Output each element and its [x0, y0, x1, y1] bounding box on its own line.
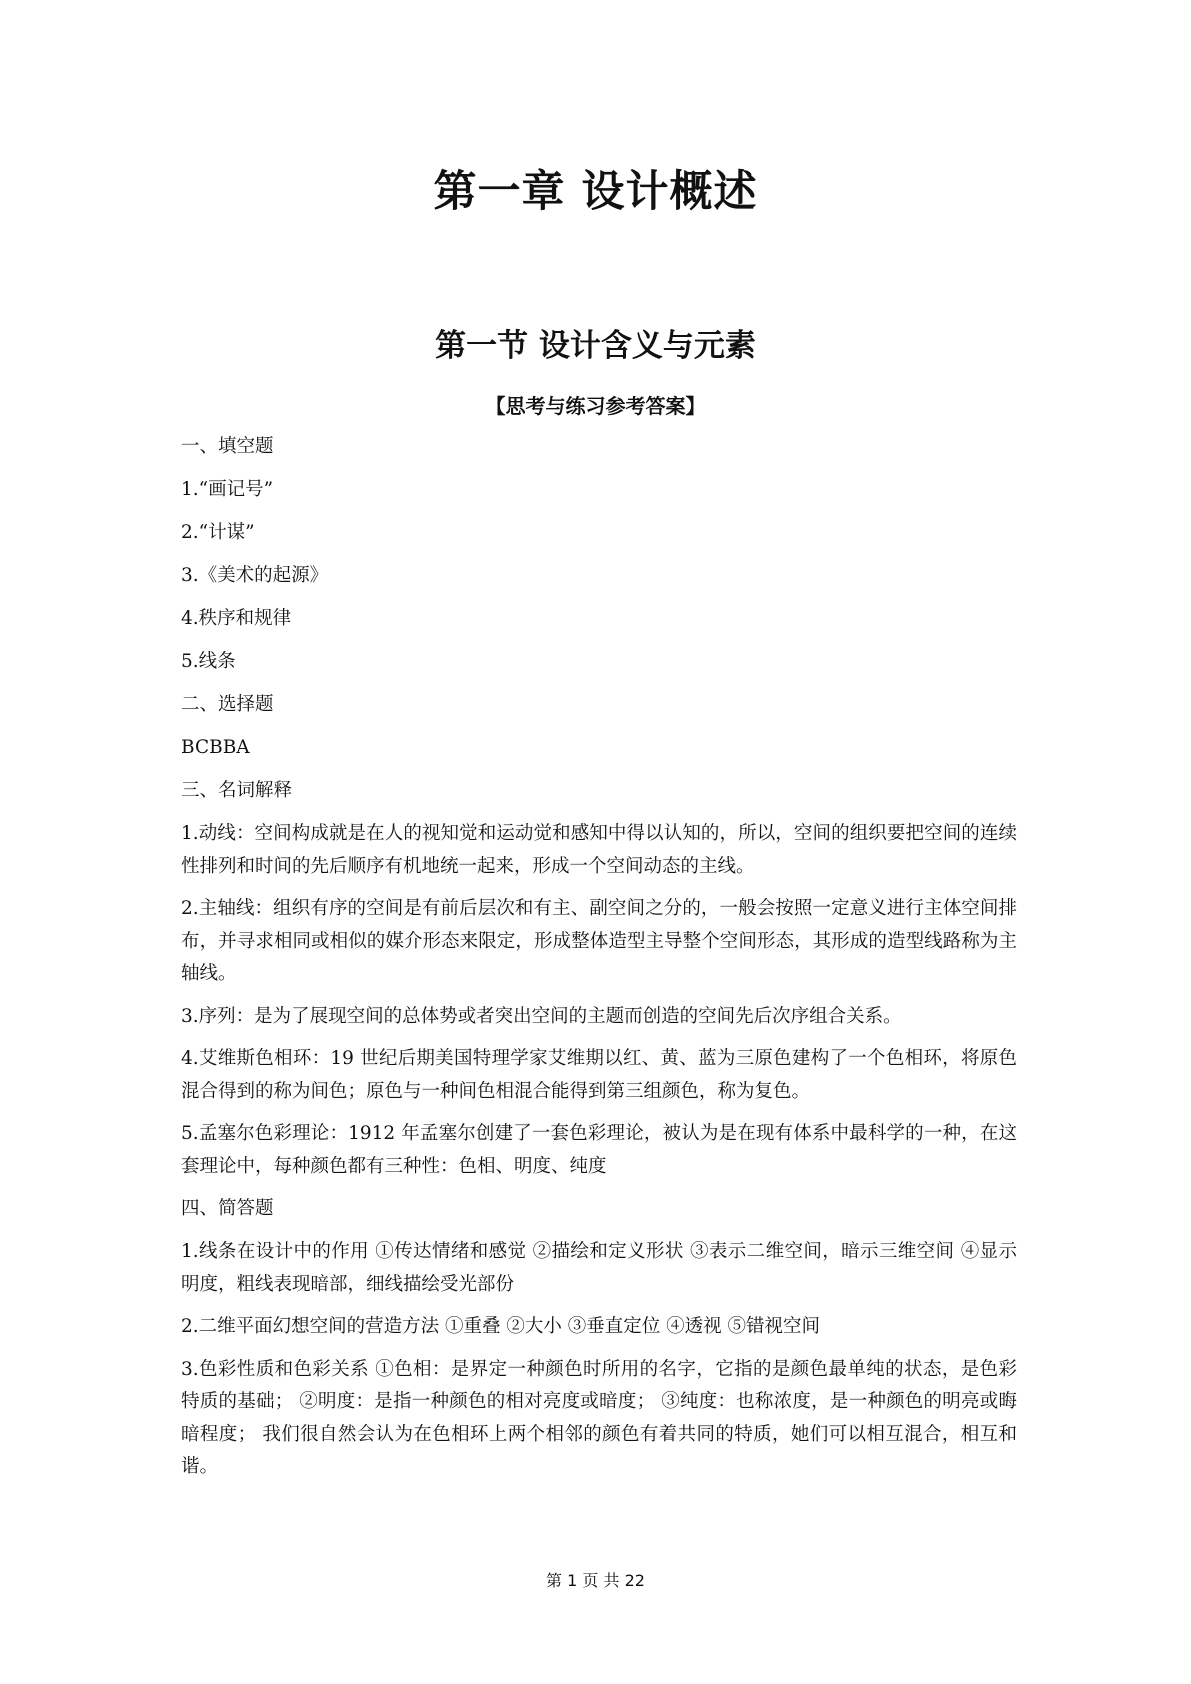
short-answer-item-2: 2.二维平面幻想空间的营造方法 ①重叠 ②大小 ③垂直定位 ④透视 ⑤错视空间 — [181, 1316, 821, 1337]
terms-heading: 三、名词解释 — [181, 780, 293, 801]
short-answer-item-1: 1.线条在设计中的作用 ①传达情绪和感觉 ②描绘和定义形状 ③表示二维空间，暗示三维空间 ④显示明度，粗线表现暗部，细线描绘受光部份 — [181, 1241, 1017, 1295]
fill-blank-item-3: 3.《美术的起源》 — [181, 565, 329, 586]
choice-heading: 二、选择题 — [181, 694, 274, 715]
section-title: 第一节 设计含义与元素 — [435, 328, 756, 364]
term-item-2: 2.主轴线：组织有序的空间是有前后层次和有主、副空间之分的，一般会按照一定意义进行主体空间排布，并寻求相同或相似的媒介形态来限定，形成整体造型主导整个空间形态，其形成的造型线路称为主轴线。 — [181, 898, 1017, 984]
chapter-title: 第一章 设计概述 — [433, 167, 758, 217]
term-item-3: 3.序列：是为了展现空间的总体势或者突出空间的主题而创造的空间先后次序组合关系。 — [181, 1005, 902, 1027]
short-answer-heading: 四、简答题 — [181, 1198, 274, 1219]
fill-blank-item-2: 2.“计谋” — [181, 522, 255, 543]
fill-blank-item-4: 4.秩序和规律 — [181, 608, 292, 629]
exercise-title: 【思考与练习参考答案】 — [485, 394, 706, 418]
fill-blank-item-1: 1.“画记号” — [181, 479, 274, 500]
short-answer-item-3: 3.色彩性质和色彩关系 ①色相：是界定一种颜色时所用的名字，它指的是颜色最单纯的状态，是色彩特质的基础； ②明度：是指一种颜色的相对亮度或暗度； ③纯度：也称浓度，是一种颜色的明亮或晦暗程度； 我们很自然会认为在色相环上两个相邻的颜色有着共同的特质，她们可以相互混合，相互和谐。 — [181, 1358, 1017, 1477]
term-item-5: 5.孟塞尔色彩理论：1912 年孟塞尔创建了一套色彩理论，被认为是在现有体系中最科学的一种，在这套理论中，每种颜色都有三种性：色相、明度、纯度 — [181, 1123, 1017, 1177]
fill-blank-item-5: 5.线条 — [181, 651, 236, 672]
document-body — [181, 431, 1017, 1494]
term-item-1: 1.动线：空间构成就是在人的视知觉和运动觉和感知中得以认知的，所以，空间的组织要把空间的连续性排列和时间的先后顺序有机地统一起来，形成一个空间动态的主线。 — [181, 823, 1017, 877]
page-footer: 第 1 页 共 22 — [546, 1571, 645, 1590]
fill-blank-heading: 一、填空题 — [181, 436, 274, 457]
term-item-4: 4.艾维斯色相环：19 世纪后期美国特理学家艾维期以红、黄、蓝为三原色建构了一个色相环，将原色混合得到的称为间色；原色与一种间色相混合能得到第三组颜色，称为复色。 — [181, 1048, 1017, 1102]
choice-answer: BCBBA — [181, 737, 250, 758]
